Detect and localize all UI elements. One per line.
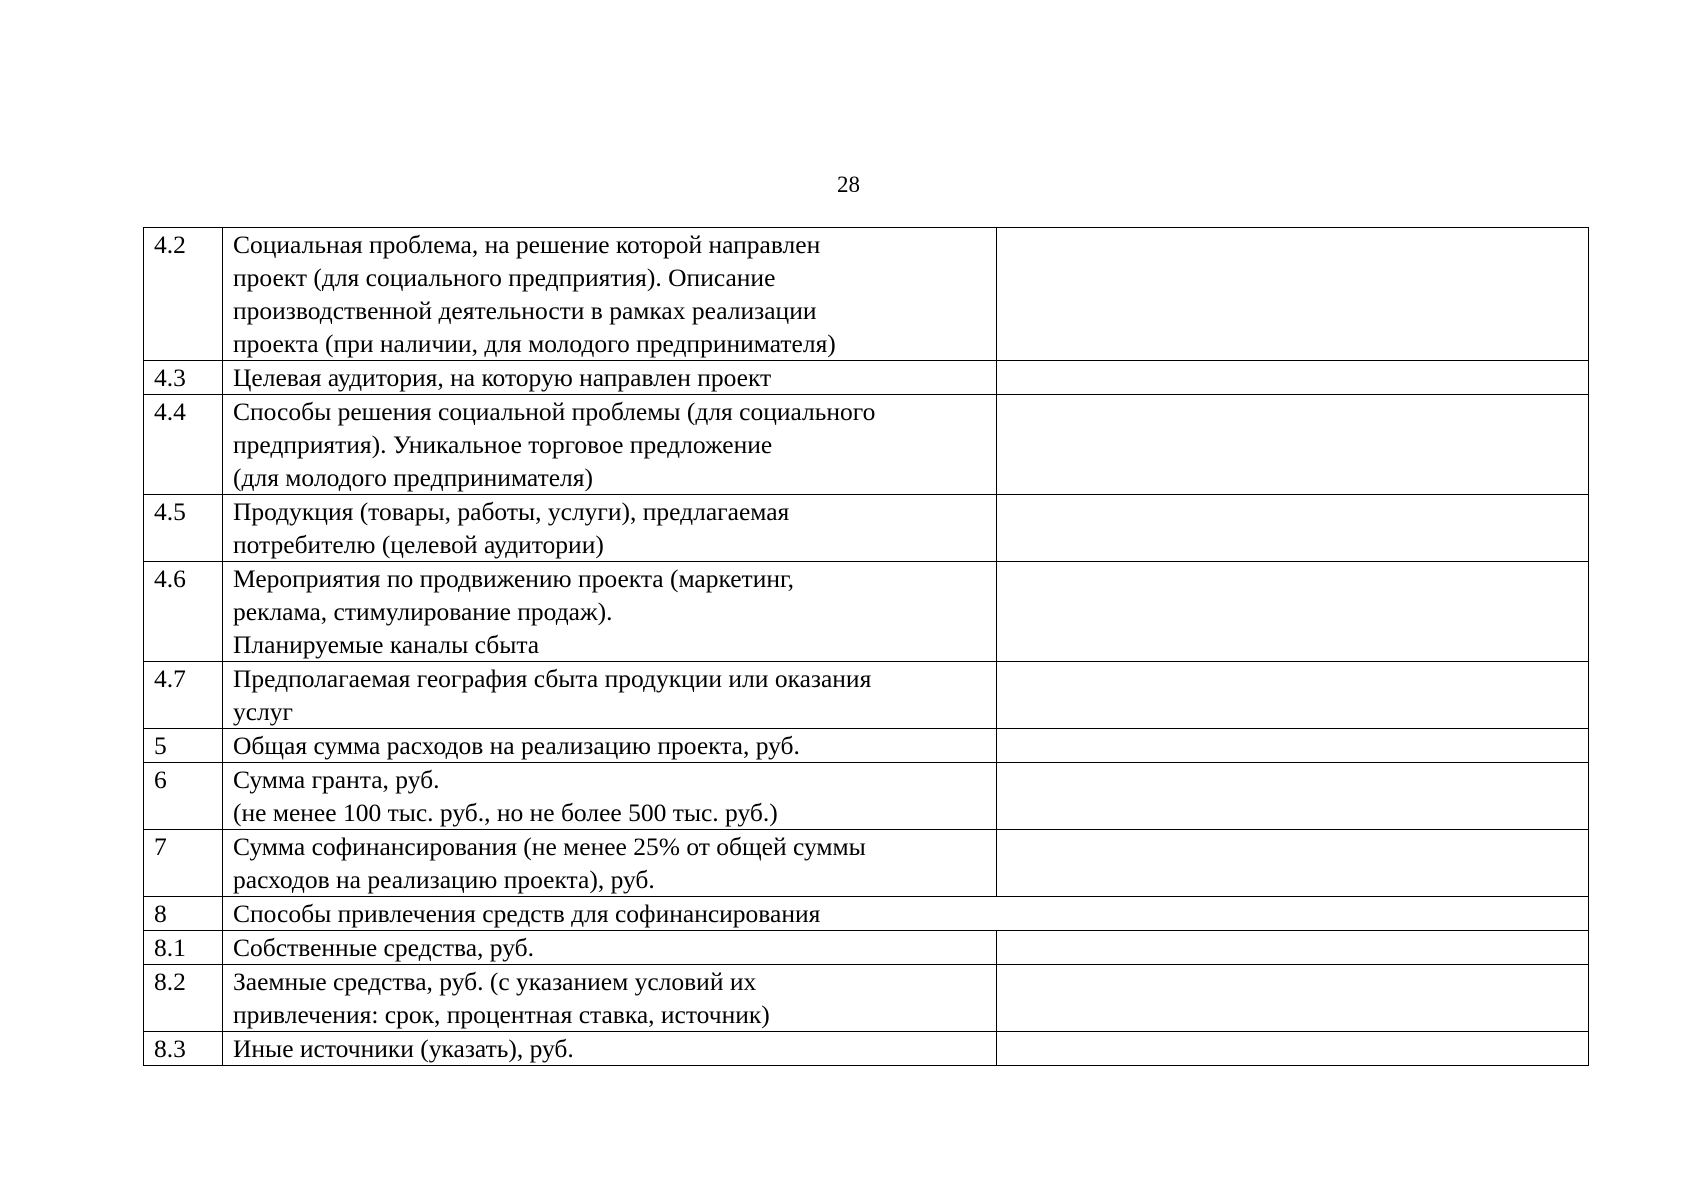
row-description: [223, 729, 997, 763]
row-number: 4.5: [144, 495, 223, 562]
description-line: (для молодого предпринимателя): [233, 463, 593, 492]
row-description: [223, 965, 997, 1032]
row-number: 8: [144, 897, 223, 931]
row-value-field[interactable]: [997, 228, 1589, 361]
row-number: 4.2: [144, 228, 223, 361]
row-description: [223, 395, 997, 495]
row-number: 8.1: [144, 931, 223, 965]
description-line: Мероприятия по продвижению проекта (маркетинг,: [233, 564, 794, 593]
description-line: Способы привлечения средств для софинансирования: [233, 899, 821, 928]
description-line: услуг: [233, 697, 294, 726]
row-description: [223, 228, 997, 361]
row-number: 7: [144, 830, 223, 897]
description-line: предприятия). Уникальное торговое предложение: [233, 430, 773, 459]
application-form-table: [143, 227, 1589, 1066]
description-line: Социальная проблема, на решение которой направлен: [233, 230, 821, 259]
description-line: Предполагаемая география сбыта продукции или оказания: [233, 664, 872, 693]
row-description: [223, 830, 997, 897]
description-line: проект (для социального предприятия). Описание: [233, 263, 776, 292]
row-value-field[interactable]: [997, 361, 1589, 395]
row-number: 4.4: [144, 395, 223, 495]
table-row: [144, 395, 1589, 495]
row-value-field[interactable]: [997, 965, 1589, 1032]
table-row: [144, 495, 1589, 562]
row-number: 8.2: [144, 965, 223, 1032]
row-description: [223, 562, 997, 662]
description-line: реклама, стимулирование продаж).: [233, 597, 613, 626]
description-line: проекта (при наличии, для молодого предпринимателя): [233, 329, 836, 358]
row-description: [223, 931, 997, 965]
table-row: [144, 931, 1589, 965]
row-description: [223, 1032, 997, 1066]
row-number: 8.3: [144, 1032, 223, 1066]
description-line: Собственные средства, руб.: [233, 933, 534, 962]
description-line: Способы решения социальной проблемы (для социального: [233, 397, 876, 426]
row-description: [223, 897, 1589, 931]
description-line: Продукция (товары, работы, услуги), предлагаемая: [233, 497, 790, 526]
row-description: [223, 361, 997, 395]
description-line: Сумма гранта, руб.: [233, 765, 440, 794]
row-value-field[interactable]: [997, 830, 1589, 897]
row-value-field[interactable]: [997, 931, 1589, 965]
row-value-field[interactable]: [997, 395, 1589, 495]
description-line: Иные источники (указать), руб.: [233, 1034, 574, 1063]
row-value-field[interactable]: [997, 1032, 1589, 1066]
description-line: потребителю (целевой аудитории): [233, 530, 604, 559]
description-line: Планируемые каналы сбыта: [233, 630, 540, 659]
description-line: Общая сумма расходов на реализацию проекта, руб.: [233, 731, 800, 760]
row-description: [223, 763, 997, 830]
page-number: 28: [837, 172, 860, 197]
description-line: привлечения: срок, процентная ставка, источник): [233, 1000, 770, 1029]
row-value-field[interactable]: [997, 763, 1589, 830]
table-row: [144, 228, 1589, 361]
table-row: [144, 562, 1589, 662]
row-number: 4.3: [144, 361, 223, 395]
row-number: 5: [144, 729, 223, 763]
description-line: Сумма софинансирования (не менее 25% от общей суммы: [233, 832, 866, 861]
table-row: [144, 763, 1589, 830]
description-line: (не менее 100 тыс. руб., но не более 500 тыс. руб.): [233, 798, 778, 827]
table-row: [144, 965, 1589, 1032]
description-line: расходов на реализацию проекта), руб.: [233, 865, 655, 894]
row-number: 4.7: [144, 662, 223, 729]
table-row: [144, 361, 1589, 395]
description-line: производственной деятельности в рамках реализации: [233, 296, 817, 325]
row-number: 4.6: [144, 562, 223, 662]
row-value-field[interactable]: [997, 495, 1589, 562]
table-row: [144, 1032, 1589, 1066]
table-body: [144, 228, 1589, 1066]
table-row: [144, 729, 1589, 763]
table-row: [144, 830, 1589, 897]
table-row: [144, 897, 1589, 931]
description-line: Заемные средства, руб. (с указанием условий их: [233, 967, 757, 996]
row-description: [223, 495, 997, 562]
row-number: 6: [144, 763, 223, 830]
description-line: Целевая аудитория, на которую направлен проект: [233, 363, 772, 392]
row-description: [223, 662, 997, 729]
table-row: [144, 662, 1589, 729]
row-value-field[interactable]: [997, 662, 1589, 729]
row-value-field[interactable]: [997, 729, 1589, 763]
row-value-field[interactable]: [997, 562, 1589, 662]
